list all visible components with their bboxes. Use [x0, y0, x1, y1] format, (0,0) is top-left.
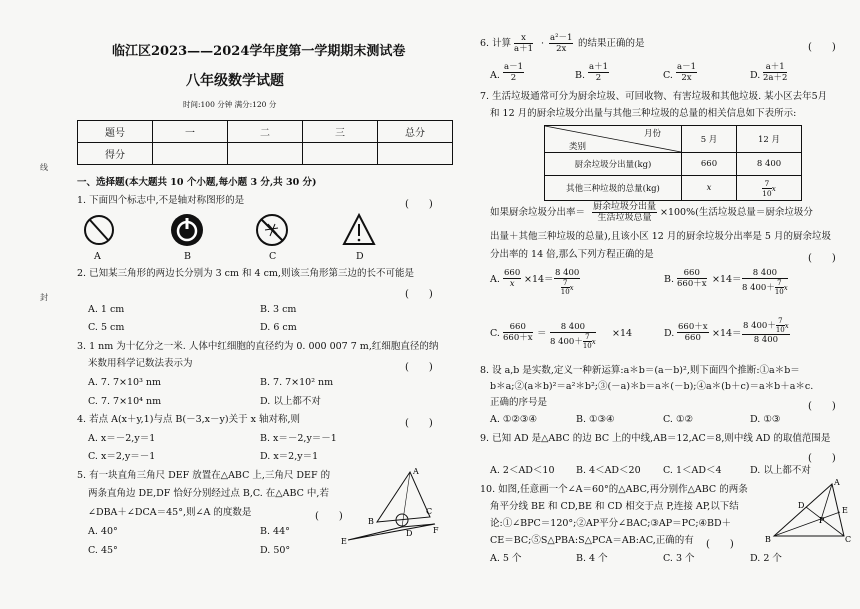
q7-def-fraction: 厨余垃圾分出量 生活垃圾总量	[593, 202, 657, 223]
q1-stem: 1. 下面四个标志中,不是轴对称图形的是	[77, 195, 245, 206]
q4-stem: 4. 若点 A(x＋y,1)与点 B(－3,x－y)关于 x 轴对称,则	[77, 414, 301, 425]
q5-option[interactable]: A. 40°	[88, 526, 118, 537]
q7-def-post: ×100%(生活垃圾总量＝厨余垃圾分	[660, 207, 813, 218]
q4-option[interactable]: C. x＝2,y＝－1	[88, 451, 156, 462]
time-info: 时间:100 分钟 满分:120 分	[183, 100, 277, 109]
table-head-month: 月份	[643, 129, 661, 139]
q9-stem: 9. 已知 AD 是△ABC 的边 BC 上的中线,AB＝12,AC＝8,则中线 AD 的取值范围是	[480, 433, 831, 444]
exam-title: 临江区2023——2024学年度第一学期期末测试卷	[112, 44, 406, 59]
fig-label: B	[765, 535, 771, 544]
table-row-label: 其他三种垃圾的总量(kg)	[545, 176, 682, 201]
table-cell-fraction: $\frac{7}{10}$ x	[737, 176, 802, 201]
q4-answer-paren[interactable]: ( )	[405, 418, 433, 429]
table-cell: 8 400	[737, 153, 802, 176]
q7-stem-cont: 出量＋其他三种垃圾的总量),且该小区 12 月的厨余垃圾分出率是 5 月的厨余垃圾	[490, 231, 831, 242]
q9-option[interactable]: D. 以上都不对	[750, 465, 811, 476]
fig-label: A	[834, 478, 840, 487]
q1-label: B	[184, 251, 191, 262]
q3-answer-paren[interactable]: ( )	[405, 362, 433, 373]
q3-option[interactable]: C. 7. 7×10⁴ nm	[88, 396, 162, 407]
q10-option[interactable]: C. 3 个	[663, 553, 695, 564]
q4-option[interactable]: B. x＝－2,y＝－1	[260, 433, 337, 444]
table-head-category: 类别	[569, 142, 587, 152]
q2-stem: 2. 已知某三角形的两边长分别为 3 cm 和 4 cm,则该三角形第三边的长不可能是	[77, 268, 414, 279]
q7-option-b-right[interactable]: 8 400 8 400＋ $\frac{7}{10}$ x	[742, 268, 788, 296]
no-fireworks-icon	[257, 215, 287, 245]
score-input-cell[interactable]	[303, 143, 378, 165]
q7-stem-cont: 和 12 月的厨余垃圾分出量与其他三种垃圾的总量的相关信息如下表所示:	[490, 108, 797, 119]
q6-answer-paren[interactable]: ( )	[808, 42, 836, 53]
q4-option[interactable]: D. x＝2,y＝1	[260, 451, 319, 462]
waste-table	[544, 125, 802, 201]
score-cell: 得分	[78, 143, 153, 165]
q6-fraction: $\frac{\text{a²－1}}{2x}$	[550, 33, 573, 54]
fig-label: P	[819, 516, 825, 525]
fig-label: C	[845, 535, 852, 544]
score-cell: 一	[153, 121, 228, 143]
q7-answer-paren[interactable]: ( )	[808, 253, 836, 264]
score-input-cell[interactable]	[378, 143, 453, 165]
q8-stem-cont: 正确的序号是	[490, 397, 548, 408]
q1-answer-paren[interactable]: ( )	[405, 199, 433, 210]
q6-option[interactable]: $\frac{a+1}{2a+2}$	[763, 62, 788, 83]
fig-label: F	[433, 526, 439, 535]
q2-option[interactable]: B. 3 cm	[260, 304, 297, 315]
q9-answer-paren[interactable]: ( )	[808, 453, 836, 464]
score-table	[77, 120, 453, 165]
fig-label: C	[426, 507, 433, 516]
score-input-cell[interactable]	[228, 143, 303, 165]
q8-option[interactable]: A. ①②③④	[490, 414, 537, 425]
q10-stem-cont: CE＝BC;⑤S△PBA:S△PCA＝AB:AC,正确的有	[490, 535, 694, 546]
q5-figure	[340, 462, 440, 547]
q1-label: C	[269, 251, 277, 262]
fig-label: B	[368, 517, 374, 526]
q7-stem: 7. 生活垃圾通常可分为厨余垃圾、可回收物、有害垃圾和其他垃圾. 某小区去年5月	[480, 91, 828, 102]
q3-stem-cont: 米数用科学记数法表示为	[88, 358, 193, 369]
score-cell: 二	[228, 121, 303, 143]
q8-option[interactable]: C. ①②	[663, 414, 694, 425]
q6-option-label[interactable]: C.	[663, 70, 673, 81]
q9-option[interactable]: A. 2＜AD＜10	[490, 465, 555, 476]
q2-option[interactable]: A. 1 cm	[88, 304, 125, 315]
q10-figure	[764, 476, 854, 544]
warning-icon	[344, 215, 374, 244]
q6-option-label[interactable]: A.	[490, 70, 500, 81]
power-icon	[171, 214, 203, 246]
q9-option[interactable]: B. 4＜AD＜20	[576, 465, 641, 476]
q7-stem-cont: 分出率的 14 倍,那么下列方程正确的是	[490, 249, 654, 260]
q8-stem: 8. 设 a,b 是实数,定义一种新运算:a＊b＝(a－b)²,则下面四个推断:①a＊b＝	[480, 365, 800, 376]
q10-stem-cont: 论:①∠BPC＝120°;②AP平分∠BAC;③AP＝PC;④BD＋	[490, 518, 732, 529]
q10-stem-cont: 角平分线 BE 和 CD,BE 和 CD 相交于点 P,连接 AP,以下结	[490, 501, 739, 512]
q5-option[interactable]: D. 50°	[260, 545, 291, 556]
q7-option-b-mid[interactable]: ×14＝	[712, 274, 742, 285]
q7-option-c-right[interactable]: 8 400 8 400＋ $\frac{7}{10}$ x	[550, 322, 596, 350]
score-table-row	[78, 143, 453, 165]
score-input-cell[interactable]	[153, 143, 228, 165]
q10-option[interactable]: B. 4 个	[576, 553, 608, 564]
side-mark-seal: 封	[40, 293, 48, 302]
table-cell: 660	[682, 153, 737, 176]
waste-table-corner	[545, 126, 682, 153]
waste-table-row	[545, 153, 802, 176]
q1-label: A	[94, 251, 101, 262]
q7-option-label[interactable]: B.	[664, 274, 675, 285]
q5-answer-paren[interactable]: ( )	[315, 511, 343, 522]
fig-label: E	[341, 537, 347, 546]
q10-stem: 10. 如图,任意画一个∠A＝60°的△ABC,再分别作△ABC 的两条	[480, 484, 748, 495]
table-row-label: 厨余垃圾分出量(kg)	[545, 153, 682, 176]
score-cell: 题号	[78, 121, 153, 143]
fig-label: D	[406, 529, 413, 538]
q10-answer-paren[interactable]: ( )	[706, 539, 734, 550]
q6-post: 的结果正确的是	[578, 38, 645, 49]
q6-option[interactable]: $\frac{a-1}{2}$	[504, 62, 523, 83]
q5-option[interactable]: C. 45°	[88, 545, 118, 556]
q7-option-label[interactable]: A.	[490, 274, 500, 285]
q1-signs	[82, 212, 382, 250]
waste-table-row	[545, 176, 802, 201]
q3-option[interactable]: D. 以上都不对	[260, 396, 321, 407]
q7-def-pre: 如果厨余垃圾分出率＝	[490, 207, 586, 218]
side-mark-line: 线	[40, 163, 48, 172]
q8-stem-cont: b＊a;②(a＊b)²＝a²＊b²;③(－a)＊b＝a＊(－b);④a＊(b＋c)＝a＊b＋a＊c.	[490, 381, 814, 392]
q2-option[interactable]: C. 5 cm	[88, 322, 125, 333]
q2-option[interactable]: D. 6 cm	[260, 322, 297, 333]
q6-option[interactable]: $\frac{a+1}{2}$	[589, 62, 608, 83]
q8-answer-paren[interactable]: ( )	[808, 401, 836, 412]
q7-option-a-mid[interactable]: ×14＝	[524, 274, 554, 285]
q7-option-a-right[interactable]: 8 400 $\frac{7}{10}$ x	[555, 268, 580, 296]
q6-option-label[interactable]: D.	[750, 70, 761, 81]
no-entry-icon	[85, 216, 113, 244]
q7-option-d-right[interactable]: 8 400＋ $\frac{7}{10}$ x 8 400	[743, 317, 789, 345]
table-col-dec: 12 月	[737, 126, 802, 153]
q1-label: D	[356, 251, 364, 262]
q6-pre: 6. 计算	[480, 38, 512, 49]
q7-option-d-mid[interactable]: ×14＝	[712, 328, 742, 339]
q6-option[interactable]: $\frac{a-1}{2x}$	[677, 62, 696, 83]
q9-option[interactable]: C. 1＜AD＜4	[663, 465, 722, 476]
q6-option-label[interactable]: B.	[575, 70, 586, 81]
q7-option-b-left[interactable]: $\frac{660}{660+x}$	[677, 268, 707, 289]
fig-label: D	[798, 501, 805, 510]
score-cell: 三	[303, 121, 378, 143]
q5-stem-cont: 两条直角边 DE,DF 恰好分别经过点 B,C. 在△ABC 中,若	[88, 488, 329, 499]
q3-stem: 3. 1 nm 为十亿分之一米. 人体中红细胞的直径约为 0. 000 007 7 m,红细胞直径的纳	[77, 341, 439, 352]
q6-dot: ·	[541, 38, 545, 49]
q10-option[interactable]: A. 5 个	[490, 553, 522, 564]
fig-label: E	[842, 506, 848, 515]
score-cell: 总分	[378, 121, 453, 143]
q7-option-a-left[interactable]: $\frac{660}{x}$	[504, 268, 521, 289]
q5-option[interactable]: B. 44°	[260, 526, 290, 537]
q7-option-c-left[interactable]: $\frac{660}{660+x}$	[503, 322, 533, 343]
fig-label: A	[413, 467, 419, 476]
table-col-may: 5 月	[682, 126, 737, 153]
q7-option-d-left[interactable]: $\frac{660+x}{660}$	[678, 322, 708, 343]
table-cell: x	[682, 176, 737, 201]
q7-option-c-eq[interactable]: ＝	[537, 328, 547, 339]
q4-option[interactable]: A. x＝－2,y＝1	[88, 433, 156, 444]
q6-fraction: $\frac{x}{a+1}$	[514, 33, 533, 54]
q8-option[interactable]: D. ①③	[750, 414, 781, 425]
score-table-row	[78, 121, 453, 143]
q8-option[interactable]: B. ①③④	[576, 414, 615, 425]
q2-answer-paren[interactable]: ( )	[405, 289, 433, 300]
q7-option-label[interactable]: C.	[490, 328, 500, 339]
q10-option[interactable]: D. 2 个	[750, 553, 782, 564]
section1-heading: 一、选择题(本大题共 10 个小题,每小题 3 分,共 30 分)	[77, 177, 317, 188]
q5-stem: 5. 有一块直角三角尺 DEF 放置在△ABC 上,三角尺 DEF 的	[77, 470, 331, 481]
q7-option-c-post[interactable]: ×14	[612, 328, 633, 339]
waste-table-row	[545, 126, 802, 153]
q3-option[interactable]: A. 7. 7×10³ nm	[88, 377, 162, 388]
q3-option[interactable]: B. 7. 7×10² nm	[260, 377, 334, 388]
exam-subtitle: 八年级数学试题	[186, 73, 284, 89]
q5-stem-cont: ∠DBA＋∠DCA＝45°,则∠A 的度数是	[88, 507, 252, 518]
q7-option-label[interactable]: D.	[664, 328, 675, 339]
